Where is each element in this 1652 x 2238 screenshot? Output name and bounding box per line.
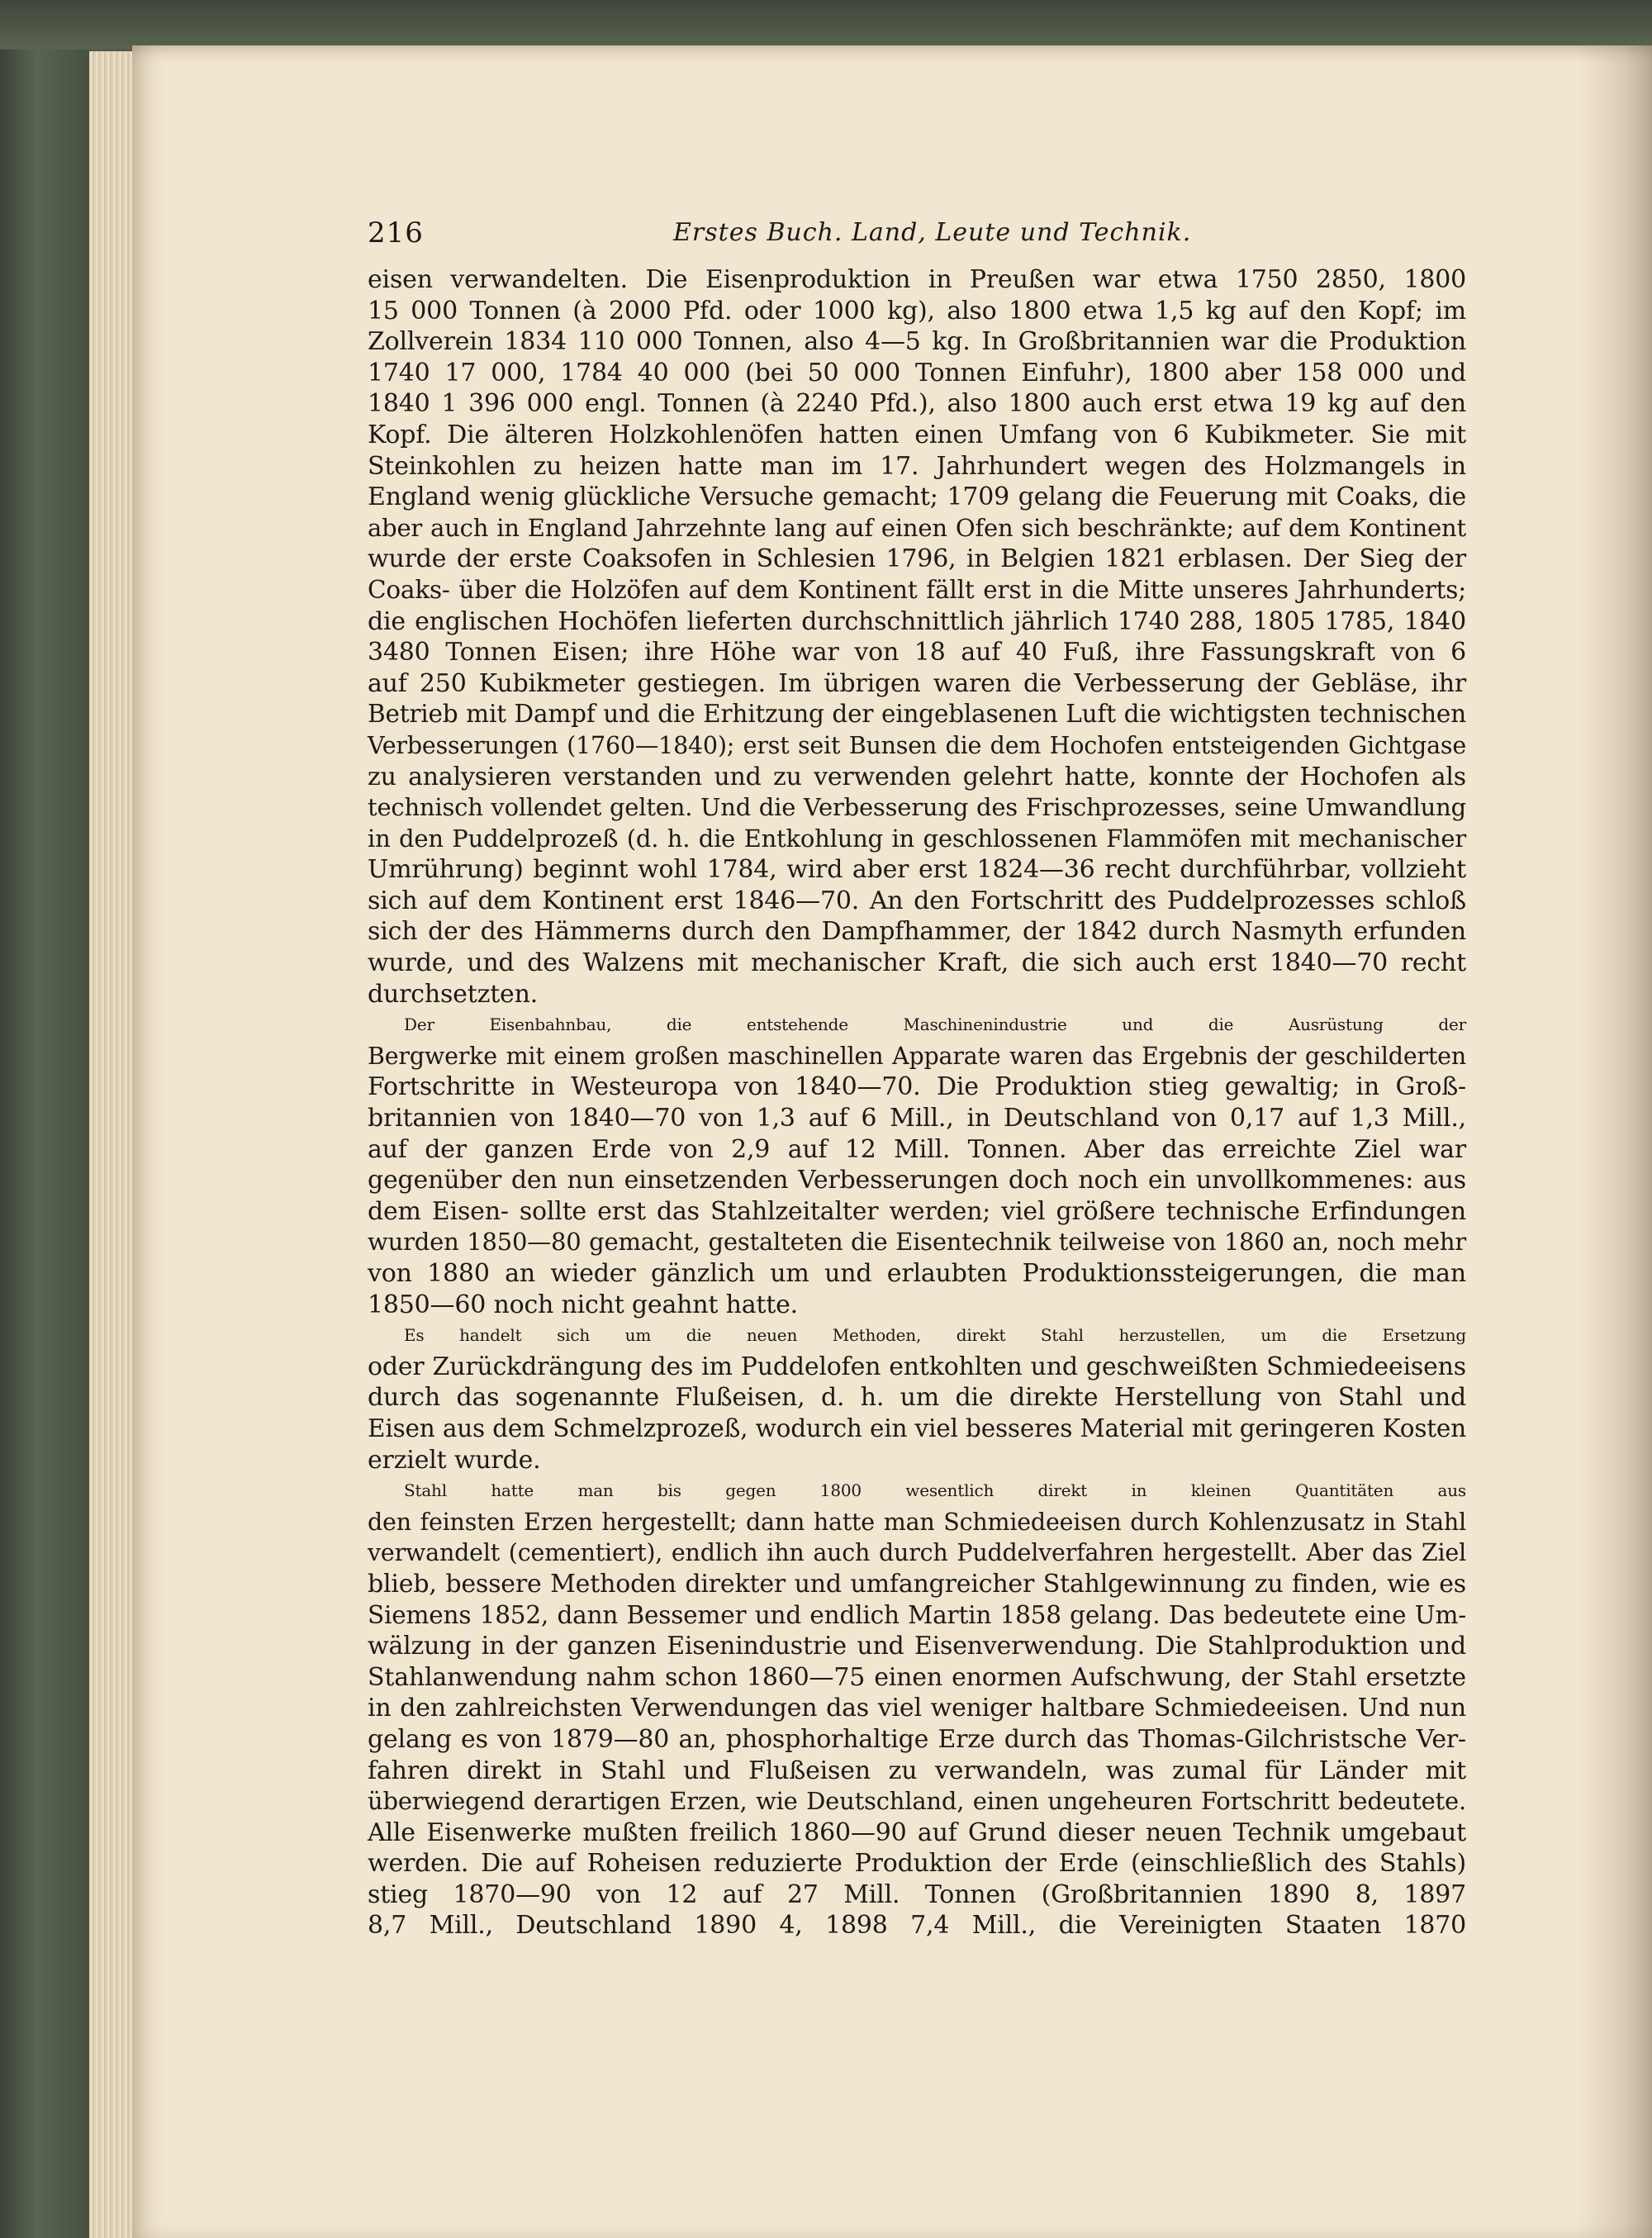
text-line: Es handelt sich um die neuen Methoden, direkt Stahl herzustellen, um die Ersetzung: [404, 1325, 1466, 1346]
text-line: oder Zurückdrängung des im Puddelofen entkohlten und geschweißten Schmiedeeisens: [368, 1352, 1466, 1381]
text-line: auf der ganzen Erde von 2,9 auf 12 Mill. Tonnen. Aber das erreichte Ziel war: [368, 1134, 1466, 1164]
text-line: aber auch in England Jahrzehnte lang auf einen Ofen sich beschränkte; auf dem Kontinent: [368, 513, 1466, 542]
text-line: Der Eisenbahnbau, die entstehende Maschinenindustrie und die Ausrüstung der: [404, 1014, 1466, 1035]
text-line: stieg 1870—90 von 12 auf 27 Mill. Tonnen (Großbritannien 1890 8, 1897: [368, 1879, 1466, 1909]
book-cover-edge: [0, 0, 91, 2238]
text-line: Verbesserungen (1760—1840); erst seit Bunsen die dem Hochofen entsteigenden Gichtgase: [368, 731, 1466, 759]
gutter-shadow: [1578, 45, 1652, 2238]
text-line: Stahlanwendung nahm schon 1860—75 einen enormen Aufschwung, der Stahl ersetzte: [368, 1662, 1466, 1692]
text-line: von 1880 an wieder gänzlich um und erlaubten Produktionssteigerungen, die man: [368, 1259, 1466, 1288]
text-line: zu analysieren verstanden und zu verwenden gelehrt hatte, konnte der Hochofen als: [368, 762, 1466, 791]
text-line: überwiegend derartigen Erzen, wie Deutschland, einen ungeheuren Fortschritt bedeutete.: [368, 1787, 1466, 1816]
text-line: in den Puddelprozeß (d. h. die Entkohlung in geschlossenen Flammöfen mit mechanischer: [368, 824, 1466, 853]
text-line: britannien von 1840—70 von 1,3 auf 6 Mill., in Deutschland von 0,17 auf 1,3 Mill.,: [368, 1104, 1466, 1133]
text-line: durchsetzten.: [368, 979, 539, 1009]
text-line: Eisen aus dem Schmelzprozeß, wodurch ein viel besseres Material mit geringeren Kosten: [368, 1414, 1466, 1442]
text-line: Kopf. Die älteren Holzkohlenöfen hatten einen Umfang von 6 Kubikmeter. Sie mit: [368, 420, 1466, 449]
text-line: sich der des Hämmerns durch den Dampfhammer, der 1842 durch Nasmyth erfunden: [368, 917, 1466, 947]
text-line: die englischen Hochöfen lieferten durchschnittlich jährlich 1740 288, 1805 1785, 1840: [368, 606, 1466, 636]
book-cover-top: [0, 0, 1652, 50]
text-line: werden. Die auf Roheisen reduzierte Produktion der Erde (einschließlich des Stahls): [368, 1849, 1466, 1879]
text-line: 1850—60 noch nicht geahnt hatte.: [368, 1290, 799, 1319]
text-line: Betrieb mit Dampf und die Erhitzung der eingeblasenen Luft die wichtigsten technischen: [368, 700, 1466, 729]
text-line: eisen verwandelten. Die Eisenproduktion in Preußen war etwa 1750 2850, 1800: [368, 265, 1466, 294]
text-line: dem Eisen- sollte erst das Stahlzeitalter werden; viel größere technische Erfindungen: [368, 1196, 1466, 1226]
page-header: [368, 216, 1466, 253]
text-line: auf 250 Kubikmeter gestiegen. Im übrigen waren die Verbesserung der Gebläse, ihr: [368, 668, 1466, 698]
text-line: 3480 Tonnen Eisen; ihre Höhe war von 18 auf 40 Fuß, ihre Fassungskraft von 6: [368, 638, 1466, 668]
body-text: [368, 264, 1466, 1941]
text-line: gelang es von 1879—80 an, phosphorhaltige Erze durch das Thomas-Gilchristsche Ver-: [368, 1724, 1466, 1754]
text-line: den feinsten Erzen hergestellt; dann hatte man Schmiedeeisen durch Kohlenzusatz in Stahl: [368, 1508, 1466, 1536]
text-line: wurde der erste Coaksofen in Schlesien 1796, in Belgien 1821 erblasen. Der Sieg der: [368, 544, 1466, 574]
text-line: wurde, und des Walzens mit mechanischer Kraft, die sich auch erst 1840—70 recht: [368, 948, 1466, 978]
text-line: Fortschritte in Westeuropa von 1840—70. Die Produktion stieg gewaltig; in Groß-: [368, 1072, 1466, 1102]
text-line: Alle Eisenwerke mußten freilich 1860—90 auf Grund dieser neuen Technik umgebaut: [368, 1817, 1466, 1847]
text-line: Bergwerke mit einem großen maschinellen Apparate waren das Ergebnis der geschilderten: [368, 1042, 1466, 1070]
text-line: 1740 17 000, 1784 40 000 (bei 50 000 Tonnen Einfuhr), 1800 aber 158 000 und: [368, 358, 1466, 387]
text-line: Coaks- über die Holzöfen auf dem Kontinent fällt erst in die Mitte unseres Jahrhunderts;: [368, 575, 1466, 604]
text-line: durch das sogenannte Flußeisen, d. h. um die direkte Herstellung von Stahl und: [368, 1383, 1466, 1413]
text-line: in den zahlreichsten Verwendungen das viel weniger haltbare Schmiedeeisen. Und nun: [368, 1694, 1466, 1723]
text-line: Stahl hatte man bis gegen 1800 wesentlich direkt in kleinen Quantitäten aus: [404, 1480, 1466, 1501]
text-line: Zollverein 1834 110 000 Tonnen, also 4—5 kg. In Großbritannien war die Produktion: [368, 327, 1466, 357]
text-line: gegenüber den nun einsetzenden Verbesserungen doch noch ein unvollkommenes: aus: [368, 1166, 1466, 1195]
running-head: Erstes Buch. Land, Leute und Technik.: [673, 218, 1192, 247]
text-line: Umrührung) beginnt wohl 1784, wird aber erst 1824—36 recht durchführbar, vollzieht: [368, 855, 1466, 885]
text-line: technisch vollendet gelten. Und die Verbesserung des Frischprozesses, seine Umwandlung: [368, 793, 1466, 822]
text-line: fahren direkt in Stahl und Flußeisen zu verwandeln, was zumal für Länder mit: [368, 1756, 1466, 1785]
page-number: 216: [368, 216, 424, 249]
text-line: England wenig glückliche Versuche gemacht; 1709 gelang die Feuerung mit Coaks, die: [368, 482, 1466, 512]
page-edges: [89, 51, 139, 2238]
text-line: wurden 1850—80 gemacht, gestalteten die Eisentechnik teilweise von 1860 an, noch mehr: [368, 1228, 1466, 1257]
text-line: verwandelt (cementiert), endlich ihn auch durch Puddelverfahren hergestellt. Aber das Ziel: [368, 1539, 1466, 1567]
text-line: 15 000 Tonnen (à 2000 Pfd. oder 1000 kg), also 1800 etwa 1,5 kg auf den Kopf; im: [368, 296, 1466, 325]
text-line: sich auf dem Kontinent erst 1846—70. An den Fortschritt des Puddelprozesses schloß: [368, 886, 1466, 915]
text-line: Steinkohlen zu heizen hatte man im 17. Jahrhundert wegen des Holzmangels in: [368, 451, 1466, 481]
text-line: blieb, bessere Methoden direkter und umfangreicher Stahlgewinnung zu finden, wie es: [368, 1569, 1466, 1599]
text-line: Siemens 1852, dann Bessemer und endlich Martin 1858 gelang. Das bedeutete eine Um-: [368, 1600, 1466, 1629]
text-line: 1840 1 396 000 engl. Tonnen (à 2240 Pfd.), also 1800 auch erst etwa 19 kg auf den: [368, 389, 1466, 419]
text-line: wälzung in der ganzen Eisenindustrie und Eisenverwendung. Die Stahlproduktion und: [368, 1632, 1466, 1661]
text-line: erzielt wurde.: [368, 1445, 541, 1475]
text-line: 8,7 Mill., Deutschland 1890 4, 1898 7,4 Mill., die Vereinigten Staaten 1870: [368, 1911, 1466, 1941]
